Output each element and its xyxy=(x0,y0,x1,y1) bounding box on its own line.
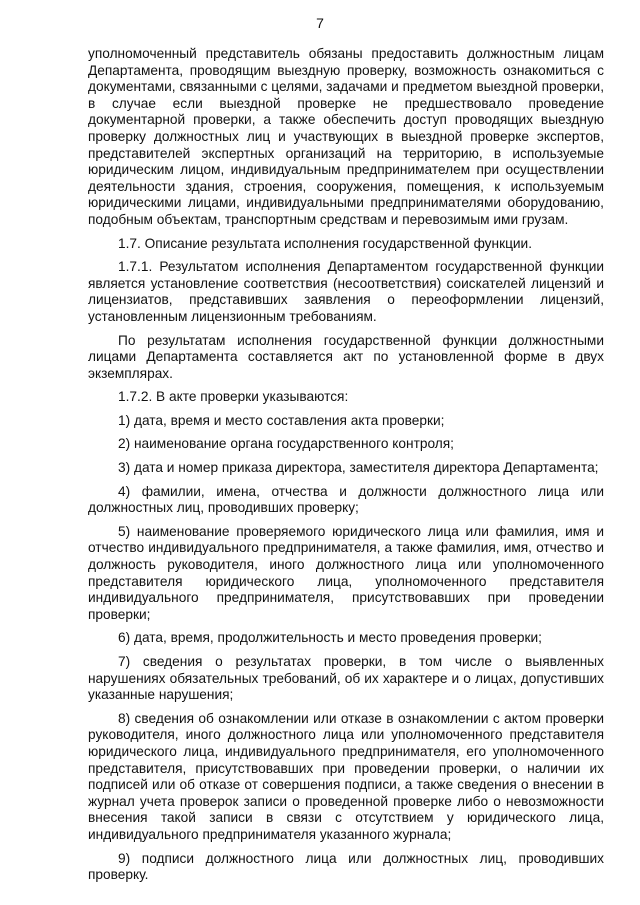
list-item-2: 2) наименование органа государственного контроля; xyxy=(118,436,454,452)
paragraph-1-7-1: 1.7.1. Результатом исполнения Департаментом государственной функции является установление соответствия (несоответствия) соискателей лицензий и лицензиатов, представивших заявления о переоформлении лицензий, установленным лицензионным требованиям. xyxy=(88,259,604,324)
list-item-6: 6) дата, время, продолжительность и место проведения проверки; xyxy=(118,630,542,646)
paragraph-1-7-2: 1.7.2. В акте проверки указываются: xyxy=(118,389,349,405)
paragraph-results-act: По результатам исполнения государственной функции должностными лицами Департамента составляется акт по установленной форме в двух экземплярах. xyxy=(88,332,604,381)
list-item-9: 9) подписи должностного лица или должностных лиц, проводивших проверку. xyxy=(88,850,604,883)
list-item-4: 4) фамилии, имена, отчества и должности должностного лица или должностных лиц, проводивших проверку; xyxy=(88,483,604,516)
paragraph-continuation: уполномоченный представитель обязаны предоставить должностным лицам Департамента, проводящим выездную проверку, возможность ознакомиться с документами, связанными с целями, задачами и предметом выездной проверки, в случае если выездной проверке не предшествовало проведение документарной проверки, а также обеспечить доступ проводящих выездную проверку должностных лиц и участвующих в выездной проверке экспертов, представителей экспертных организаций на территорию, в используемые юридическим лицом, индивидуальным предпринимателем при осуществлении деятельности здания, строения, сооружения, помещения, к используемым юридическими лицами, индивидуальными предпринимателями оборудованию, подобным объектам, транспортным средствам и перевозимым ими грузам. xyxy=(88,46,604,227)
list-item-7: 7) сведения о результатах проверки, в том числе о выявленных нарушениях обязательных требований, об их характере и о лицах, допустивших указанные нарушения; xyxy=(88,654,604,703)
list-item-1: 1) дата, время и место составления акта проверки; xyxy=(118,412,445,428)
list-item-5: 5) наименование проверяемого юридического лица или фамилия, имя и отчество индивидуального предпринимателя, а также фамилия, имя, отчество и должность руководителя, иного должностного лица или уполномоченного представителя юридического лица, уполномоченного представителя индивидуального предпринимателя, присутствовавших при проведении проверки; xyxy=(88,523,604,622)
section-heading-1-7: 1.7. Описание результата исполнения государственной функции. xyxy=(118,235,532,251)
list-item-3: 3) дата и номер приказа директора, заместителя директора Департамента; xyxy=(118,460,599,476)
document-body xyxy=(88,46,604,891)
list-item-8: 8) сведения об ознакомлении или отказе в ознакомлении с актом проверки руководителя, иного должностного лица или уполномоченного представителя юридического лица, индивидуального предпринимателя, его уполномоченного представителя, присутствовавших при проведении проверки, о наличии их подписей или об отказе от совершения подписи, а также сведения о внесении в журнал учета проверок записи о проведенной проверке либо о невозможности внесения такой записи в связи с отсутствием у юридического лица, индивидуального предпринимателя указанного журнала; xyxy=(88,710,604,842)
page-number: 7 xyxy=(316,15,324,31)
